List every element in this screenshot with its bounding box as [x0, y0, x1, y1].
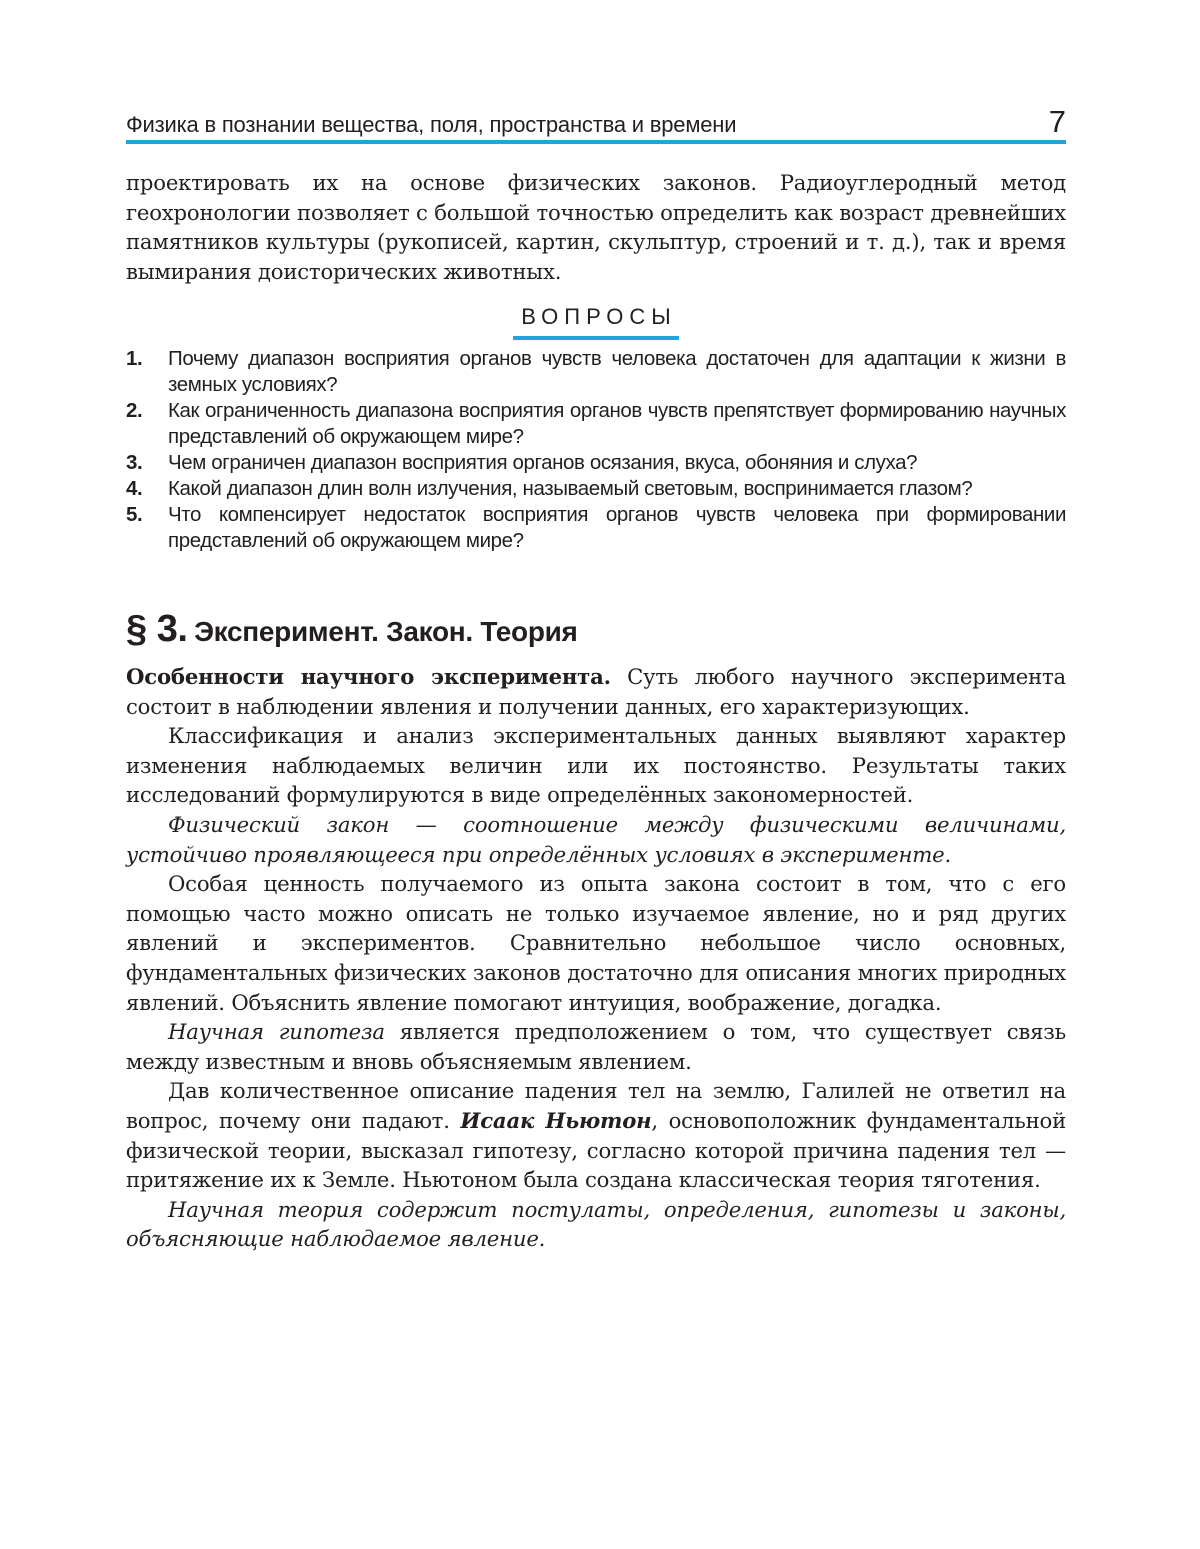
question-text: Какой диапазон длин волн излучения, называемый световым, воспринимается глазом?	[168, 477, 973, 500]
page-number: 7	[1048, 104, 1066, 139]
section-number: § 3.	[126, 608, 188, 650]
questions-heading-wrap	[126, 304, 1066, 340]
question-number: 3.	[126, 451, 143, 474]
question-number: 4.	[126, 477, 143, 500]
paragraph-newton	[126, 1076, 1066, 1194]
questions-list	[126, 346, 1066, 554]
question-text: Почему диапазон восприятия органов чувств человека достаточен для адаптации к жизни в земных условиях?	[168, 347, 1066, 396]
question-item	[126, 450, 1066, 476]
question-item	[126, 398, 1066, 450]
running-header	[126, 106, 1066, 144]
question-item	[126, 476, 1066, 502]
paragraph-text: является предположением о том, что существует связь между известным и вновь объясняемым явлением.	[126, 1019, 1066, 1074]
question-text: Чем ограничен диапазон восприятия органов осязания, вкуса, обоняния и слуха?	[168, 451, 918, 474]
term-hypothesis: Научная гипотеза	[168, 1019, 385, 1045]
questions-heading: ВОПРОСЫ	[513, 304, 679, 340]
question-text: Как ограниченность диапазона восприятия органов чувств препятствует формированию научных представлений об окружающем мире?	[168, 399, 1066, 448]
section-body	[126, 662, 1066, 1254]
paragraph-text: Дав количественное описание падения тел на землю, Галилей не ответил на вопрос, почему они падают.	[126, 1078, 1066, 1133]
paragraph-law-value: Особая ценность получаемого из опыта закона состоит в том, что с его помощью часто можно описать не только изучаемое явление, но и ряд других явлений и экспериментов. Сравнительно небольшое число основных, фундаментальных физических законов достаточно для описания многих природных явлений. Объяснить явление помогают интуиция, воображение, догадка.	[126, 871, 1066, 1015]
intro-paragraph-block	[126, 168, 1066, 286]
section-title: Эксперимент. Закон. Теория	[194, 616, 578, 647]
paragraph-experiment	[126, 662, 1066, 721]
intro-paragraph: проектировать их на основе физических законов. Радиоуглеродный метод геохронологии позволяет с большой точностью определить как возраст древнейших памятников культуры (рукописей, картин, скульптур, строений и т. д.), так и время вымирания доисторических животных.	[126, 170, 1066, 284]
question-item	[126, 346, 1066, 398]
question-number: 2.	[126, 399, 143, 422]
paragraph-text: , основоположник фундаментальной физической теории, высказал гипотезу, согласно которой причина падения тел — притяжение их к Земле. Ньютоном была создана классическая теория тяготения.	[126, 1107, 1067, 1193]
definition-physical-law: Физический закон — соотношение между физическими величинами, устойчиво проявляющееся при определённых условиях в эксперименте.	[126, 811, 1066, 867]
name-newton: Исаак Ньютон	[460, 1107, 652, 1133]
question-number: 5.	[126, 503, 143, 526]
paragraph-hypothesis	[126, 1017, 1066, 1076]
question-text: Что компенсирует недостаток восприятия органов чувств человека при формировании представлений об окружающем мире?	[168, 503, 1066, 552]
paragraph-text: Суть любого научного эксперимента состоит в наблюдении явления и получении данных, его характеризующих.	[126, 664, 1066, 719]
question-number: 1.	[126, 347, 143, 370]
definition-scientific-theory: Научная теория содержит постулаты, определения, гипотезы и законы, объясняющие наблюдаемое явление.	[126, 1196, 1066, 1252]
section-heading	[126, 608, 578, 651]
paragraph-classification: Классификация и анализ экспериментальных данных выявляют характер изменения наблюдаемых величин или их постоянство. Результаты таких исследований формулируются в виде определённых закономерностей.	[126, 723, 1066, 808]
paragraph-lead-bold: Особенности научного эксперимента.	[126, 664, 611, 689]
question-item	[126, 502, 1066, 554]
running-title: Физика в познании вещества, поля, пространства и времени	[126, 112, 737, 137]
